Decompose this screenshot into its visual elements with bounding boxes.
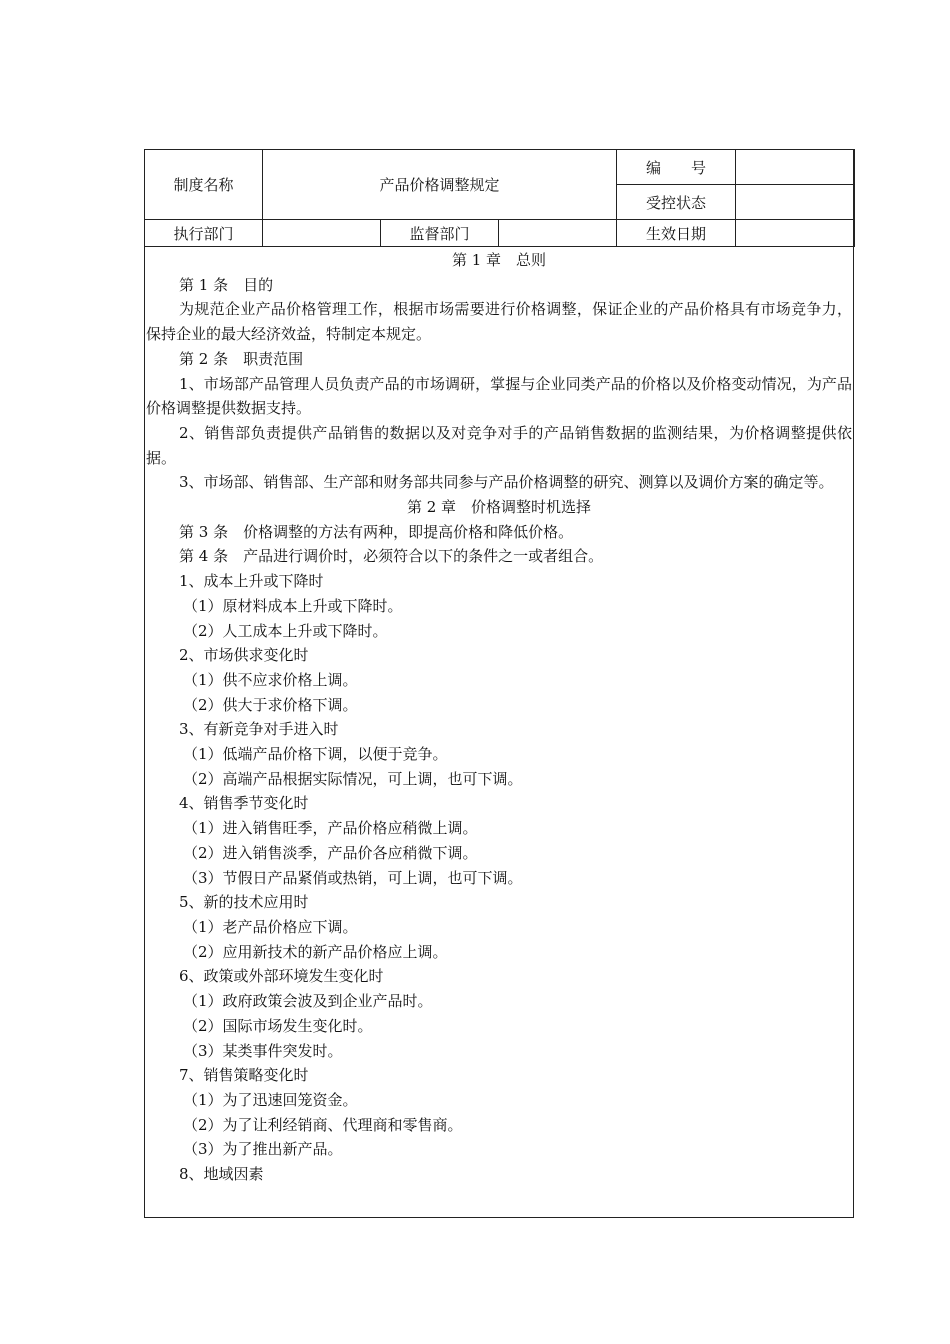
supervise-dept-value — [499, 220, 617, 247]
number-value — [736, 150, 855, 185]
condition-1-sub-1: （1）原材料成本上升或下降时。 — [183, 596, 403, 615]
condition-7-sub-2: （2）为了让利经销商、代理商和零售商。 — [183, 1115, 463, 1134]
doc-title: 产品价格调整规定 — [263, 150, 617, 220]
condition-8: 8、地域因素 — [179, 1165, 264, 1184]
condition-2: 2、市场供求变化时 — [179, 646, 309, 665]
condition-6-sub-2: （2）国际市场发生变化时。 — [183, 1016, 373, 1035]
article-2-title: 第 2 条 职责范围 — [179, 349, 304, 368]
name-label: 制度名称 — [145, 150, 263, 220]
condition-4-sub-3: （3）节假日产品紧俏或热销，可上调，也可下调。 — [183, 868, 523, 887]
condition-4: 4、销售季节变化时 — [179, 794, 309, 813]
condition-3: 3、有新竞争对手进入时 — [179, 720, 339, 739]
chapter-2-heading: 第 2 章 价格调整时机选择 — [406, 498, 592, 517]
article-2-item-1: 1、市场部产品管理人员负责产品的市场调研，掌握与企业同类产品的价格以及价格变动情况，为产品价格调整提供数据支持。 — [146, 374, 852, 418]
condition-6-sub-1: （1）政府政策会波及到企业产品时。 — [183, 992, 433, 1011]
condition-6: 6、政策或外部环境发生变化时 — [179, 967, 384, 986]
condition-1: 1、成本上升或下降时 — [179, 572, 324, 591]
condition-4-sub-1: （1）进入销售旺季，产品价格应稍微上调。 — [183, 819, 478, 838]
article-2-item-3: 3、市场部、销售部、生产部和财务部共同参与产品价格调整的研究、测算以及调价方案的确定等。 — [179, 473, 834, 492]
effective-date-value — [736, 220, 855, 247]
article-3: 第 3 条 价格调整的方法有两种，即提高价格和降低价格。 — [179, 522, 574, 541]
condition-5-sub-2: （2）应用新技术的新产品价格应上调。 — [183, 942, 448, 961]
number-label: 编 号 — [617, 150, 736, 185]
article-1-title: 第 1 条 目的 — [179, 275, 274, 294]
condition-2-sub-2: （2）供大于求价格下调。 — [183, 695, 358, 714]
status-value — [736, 185, 855, 220]
supervise-dept-label: 监督部门 — [381, 220, 499, 247]
status-label: 受控状态 — [617, 185, 736, 220]
chapter-1-heading: 第 1 章 总则 — [451, 251, 547, 269]
article-2-item-2: 2、销售部负责提供产品销售的数据以及对竞争对手的产品销售数据的监测结果，为价格调整提供依据。 — [146, 423, 852, 467]
condition-5: 5、新的技术应用时 — [179, 893, 309, 912]
condition-3-sub-1: （1）低端产品价格下调，以便于竞争。 — [183, 745, 448, 764]
condition-2-sub-1: （1）供不应求价格上调。 — [183, 670, 358, 689]
exec-dept-value — [263, 220, 381, 247]
condition-4-sub-2: （2）进入销售淡季，产品价各应稍微下调。 — [183, 843, 478, 862]
document-body — [146, 248, 852, 1187]
condition-5-sub-1: （1）老产品价格应下调。 — [183, 917, 358, 936]
condition-1-sub-2: （2）人工成本上升或下降时。 — [183, 621, 388, 640]
header-table — [144, 149, 855, 247]
article-1-text: 为规范企业产品价格管理工作，根据市场需要进行价格调整，保证企业的产品价格具有市场竞争力，保持企业的最大经济效益，特制定本规定。 — [146, 300, 852, 344]
exec-dept-label: 执行部门 — [145, 220, 263, 247]
condition-3-sub-2: （2）高端产品根据实际情况，可上调，也可下调。 — [183, 769, 523, 788]
effective-date-label: 生效日期 — [617, 220, 736, 247]
condition-7-sub-1: （1）为了迅速回笼资金。 — [183, 1090, 358, 1109]
condition-7: 7、销售策略变化时 — [179, 1066, 309, 1085]
article-4: 第 4 条 产品进行调价时，必须符合以下的条件之一或者组合。 — [179, 547, 604, 566]
condition-6-sub-3: （3）某类事件突发时。 — [183, 1041, 343, 1060]
condition-7-sub-3: （3）为了推出新产品。 — [183, 1140, 343, 1159]
